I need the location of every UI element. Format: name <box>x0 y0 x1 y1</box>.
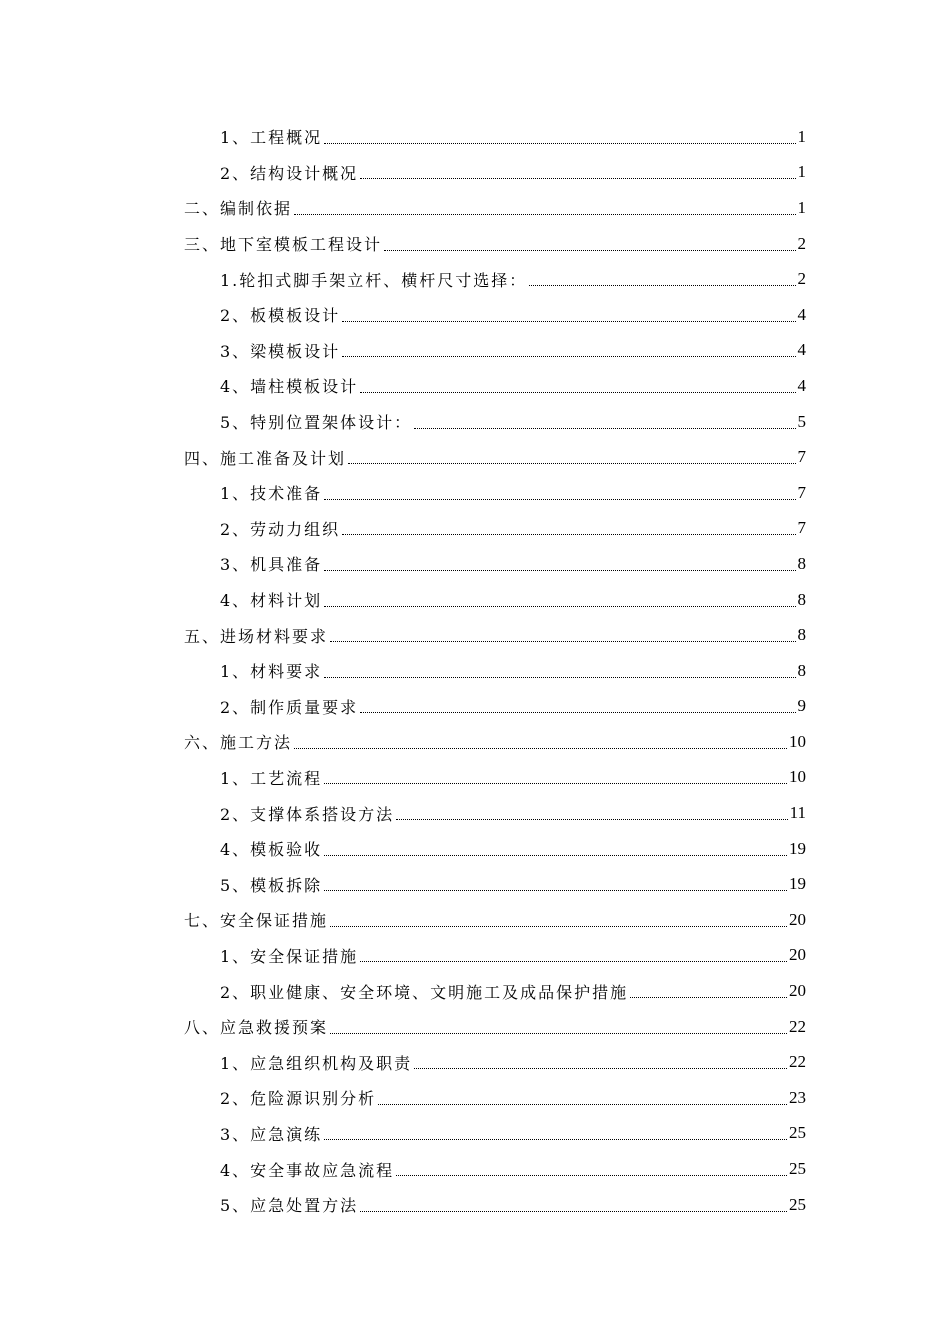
toc-entry[interactable] <box>0 831 950 867</box>
toc-entry-title: 3、梁模板设计 <box>220 341 341 361</box>
toc-entry-title: 5、应急处置方法 <box>220 1196 359 1216</box>
toc-entry[interactable] <box>0 119 950 155</box>
toc-entry-page-number: 20 <box>789 981 806 1001</box>
toc-entry[interactable] <box>0 653 950 689</box>
toc-dot-leader <box>294 747 787 749</box>
toc-entry-page-number: 1 <box>797 126 806 146</box>
toc-entry-title: 三、地下室模板工程设计 <box>184 235 383 255</box>
toc-entry-page-number: 20 <box>789 909 806 929</box>
toc-entry-title: 3、应急演练 <box>220 1124 323 1144</box>
toc-entry-title: 2、板模板设计 <box>220 306 341 326</box>
toc-entry-title: 六、施工方法 <box>184 733 293 753</box>
toc-entry-page-number: 19 <box>789 874 806 894</box>
toc-entry-title: 4、安全事故应急流程 <box>220 1160 395 1180</box>
toc-entry[interactable] <box>0 1080 950 1116</box>
toc-entry-page-number: 2 <box>797 269 806 289</box>
toc-dot-leader <box>360 1210 787 1212</box>
toc-entry-page-number: 19 <box>789 838 806 858</box>
toc-entry[interactable] <box>0 190 950 226</box>
toc-dot-leader <box>414 427 795 429</box>
toc-entry-page-number: 4 <box>797 304 806 324</box>
toc-entry[interactable] <box>0 1187 950 1223</box>
toc-entry-title: 4、材料计划 <box>220 591 323 611</box>
toc-entry-page-number: 4 <box>797 375 806 395</box>
toc-entry-title: 1、安全保证措施 <box>220 946 359 966</box>
toc-dot-leader <box>324 1138 787 1140</box>
toc-dot-leader <box>330 1032 787 1034</box>
toc-entry-page-number: 4 <box>797 340 806 360</box>
table-of-contents <box>0 119 950 1222</box>
toc-entry[interactable] <box>0 1151 950 1187</box>
toc-entry-page-number: 8 <box>797 660 806 680</box>
toc-entry-title: 2、结构设计概况 <box>220 163 359 183</box>
toc-dot-leader <box>324 676 795 678</box>
toc-entry[interactable] <box>0 404 950 440</box>
toc-dot-leader <box>378 1103 787 1105</box>
toc-entry[interactable] <box>0 511 950 547</box>
toc-dot-leader <box>294 213 795 215</box>
toc-entry-title: 2、劳动力组织 <box>220 519 341 539</box>
toc-entry[interactable] <box>0 582 950 618</box>
toc-entry[interactable] <box>0 261 950 297</box>
toc-dot-leader <box>396 818 787 820</box>
toc-entry-page-number: 11 <box>789 803 806 823</box>
toc-entry-page-number: 9 <box>797 696 806 716</box>
toc-dot-leader <box>414 1067 787 1069</box>
toc-entry-page-number: 7 <box>797 447 806 467</box>
toc-entry-title: 4、墙柱模板设计 <box>220 377 359 397</box>
toc-entry-title: 5、模板拆除 <box>220 875 323 895</box>
toc-entry-page-number: 20 <box>789 945 806 965</box>
toc-dot-leader <box>360 177 795 179</box>
toc-entry-title: 二、编制依据 <box>184 199 293 219</box>
toc-dot-leader <box>324 854 787 856</box>
toc-dot-leader <box>330 925 787 927</box>
toc-entry-title: 四、施工准备及计划 <box>184 448 347 468</box>
toc-entry-page-number: 25 <box>789 1194 806 1214</box>
toc-entry-title: 3、机具准备 <box>220 555 323 575</box>
toc-entry-title: 2、支撑体系搭设方法 <box>220 804 395 824</box>
toc-entry[interactable] <box>0 439 950 475</box>
toc-entry[interactable] <box>0 368 950 404</box>
toc-entry-title: 1.轮扣式脚手架立杆、横杆尺寸选择： <box>220 270 528 290</box>
toc-dot-leader <box>324 782 787 784</box>
toc-entry[interactable] <box>0 546 950 582</box>
toc-dot-leader <box>330 640 795 642</box>
toc-entry-page-number: 22 <box>789 1016 806 1036</box>
toc-entry[interactable] <box>0 902 950 938</box>
toc-entry-title: 2、危险源识别分析 <box>220 1089 377 1109</box>
toc-dot-leader <box>324 142 795 144</box>
toc-entry[interactable] <box>0 226 950 262</box>
toc-entry-page-number: 25 <box>789 1123 806 1143</box>
toc-entry-title: 4、模板验收 <box>220 840 323 860</box>
toc-entry-title: 五、进场材料要求 <box>184 626 329 646</box>
toc-entry-page-number: 7 <box>797 518 806 538</box>
toc-entry[interactable] <box>0 866 950 902</box>
toc-entry-page-number: 7 <box>797 482 806 502</box>
toc-dot-leader <box>324 889 787 891</box>
toc-entry-page-number: 8 <box>797 625 806 645</box>
toc-dot-leader <box>384 249 795 251</box>
toc-entry[interactable] <box>0 724 950 760</box>
toc-dot-leader <box>396 1174 787 1176</box>
toc-entry-page-number: 8 <box>797 589 806 609</box>
toc-entry[interactable] <box>0 795 950 831</box>
toc-entry-page-number: 2 <box>797 233 806 253</box>
toc-entry[interactable] <box>0 1116 950 1152</box>
toc-entry-title: 1、工程概况 <box>220 128 323 148</box>
toc-entry-title: 1、技术准备 <box>220 484 323 504</box>
toc-dot-leader <box>342 355 795 357</box>
toc-entry[interactable] <box>0 475 950 511</box>
toc-entry-title: 1、应急组织机构及职责 <box>220 1053 413 1073</box>
toc-entry-page-number: 8 <box>797 553 806 573</box>
toc-entry[interactable] <box>0 617 950 653</box>
toc-entry[interactable] <box>0 760 950 796</box>
toc-entry-page-number: 1 <box>797 197 806 217</box>
toc-entry[interactable] <box>0 155 950 191</box>
toc-entry[interactable] <box>0 297 950 333</box>
toc-dot-leader <box>630 996 787 998</box>
toc-entry[interactable] <box>0 973 950 1009</box>
toc-dot-leader <box>324 569 795 571</box>
toc-entry[interactable] <box>0 1009 950 1045</box>
toc-entry-title: 5、特别位置架体设计： <box>220 413 413 433</box>
toc-entry-title: 1、材料要求 <box>220 662 323 682</box>
toc-dot-leader <box>360 960 787 962</box>
toc-dot-leader <box>360 391 795 393</box>
toc-entry[interactable] <box>0 333 950 369</box>
toc-entry[interactable] <box>0 1044 950 1080</box>
toc-entry-page-number: 25 <box>789 1159 806 1179</box>
toc-entry[interactable] <box>0 938 950 974</box>
toc-entry-page-number: 1 <box>797 162 806 182</box>
toc-dot-leader <box>342 320 795 322</box>
toc-dot-leader <box>529 284 795 286</box>
toc-entry-page-number: 5 <box>797 411 806 431</box>
toc-entry[interactable] <box>0 689 950 725</box>
toc-dot-leader <box>348 462 795 464</box>
toc-dot-leader <box>360 711 795 713</box>
toc-entry-page-number: 22 <box>789 1052 806 1072</box>
toc-entry-title: 2、职业健康、安全环境、文明施工及成品保护措施 <box>220 982 629 1002</box>
toc-entry-title: 2、制作质量要求 <box>220 697 359 717</box>
toc-entry-page-number: 23 <box>789 1087 806 1107</box>
toc-entry-page-number: 10 <box>789 767 806 787</box>
toc-entry-title: 八、应急救援预案 <box>184 1018 329 1038</box>
toc-dot-leader <box>342 533 795 535</box>
toc-entry-title: 1、工艺流程 <box>220 768 323 788</box>
toc-dot-leader <box>324 498 795 500</box>
toc-entry-title: 七、安全保证措施 <box>184 911 329 931</box>
toc-dot-leader <box>324 605 795 607</box>
toc-entry-page-number: 10 <box>789 731 806 751</box>
